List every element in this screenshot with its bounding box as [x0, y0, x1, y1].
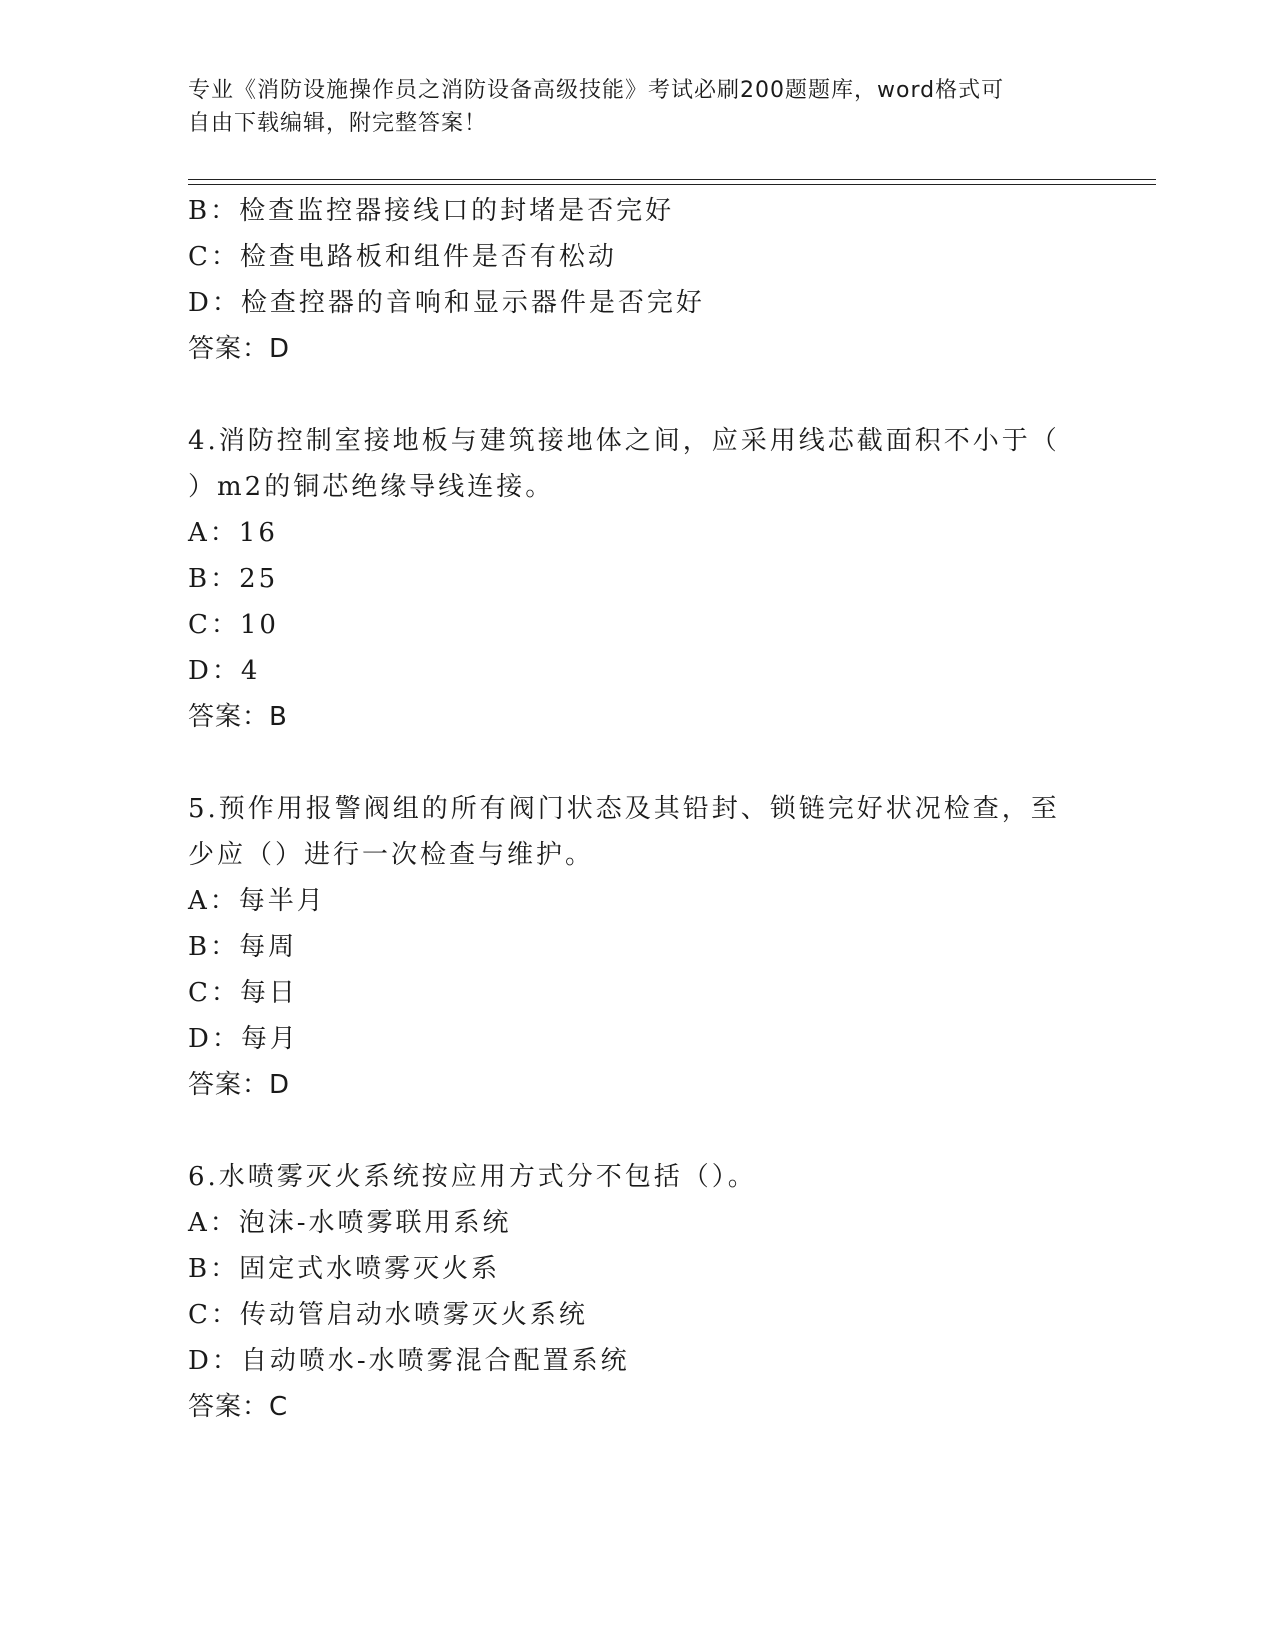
q4-answer: 答案：B — [188, 702, 288, 732]
q5-answer: 答案：D — [188, 1070, 291, 1100]
q5-option-a: A：每半月 — [188, 886, 326, 916]
q6-option-c: C：传动管启动水喷雾灭火系统 — [188, 1300, 588, 1330]
q5-stem-line-2: 少应（）进行一次检查与维护。 — [188, 840, 595, 870]
q4-option-a: A：16 — [188, 518, 278, 548]
q4-option-d: D：4 — [188, 656, 261, 686]
q5-option-d: D：每月 — [188, 1024, 299, 1054]
q5-stem-line-1: 5.预作用报警阀组的所有阀门状态及其铅封、锁链完好状况检查，至 — [188, 794, 1060, 824]
question-4-block — [188, 418, 1088, 740]
page-header — [188, 74, 1078, 140]
q4-option-b: B：25 — [188, 564, 279, 594]
q4-option-c: C：10 — [188, 610, 279, 640]
header-title-line-2: 自由下载编辑，附完整答案！ — [188, 111, 488, 136]
question-list — [188, 188, 1088, 1430]
q3-option-b: B：检查监控器接线口的封堵是否完好 — [188, 196, 675, 226]
spacer — [188, 1108, 1088, 1154]
question-6-block — [188, 1154, 1088, 1430]
q5-option-c: C：每日 — [188, 978, 298, 1008]
spacer — [188, 740, 1088, 786]
q3-option-d: D：检查控器的音响和显示器件是否完好 — [188, 288, 705, 318]
q6-option-a: A：泡沫-水喷雾联用系统 — [188, 1208, 512, 1238]
q4-stem-line-1: 4.消防控制室接地板与建筑接地体之间，应采用线芯截面积不小于（ — [188, 426, 1060, 456]
q4-stem-line-2: ）m2的铜芯绝缘导线连接。 — [188, 472, 555, 502]
question-5-block — [188, 786, 1088, 1108]
q6-answer: 答案：C — [188, 1392, 289, 1422]
spacer — [188, 372, 1088, 418]
question-3-block — [188, 188, 1088, 372]
header-divider-bottom — [188, 184, 1156, 185]
header-divider-top — [188, 179, 1156, 180]
q3-option-c: C：检查电路板和组件是否有松动 — [188, 242, 617, 272]
q6-option-b: B：固定式水喷雾灭火系 — [188, 1254, 501, 1284]
header-title-line-1: 专业《消防设施操作员之消防设备高级技能》考试必刷200题题库，word格式可 — [188, 78, 1005, 103]
q6-stem-line-1: 6.水喷雾灭火系统按应用方式分不包括（）。 — [188, 1162, 757, 1192]
q6-option-d: D：自动喷水-水喷雾混合配置系统 — [188, 1346, 630, 1376]
q5-option-b: B：每周 — [188, 932, 298, 962]
q3-answer: 答案：D — [188, 334, 291, 364]
